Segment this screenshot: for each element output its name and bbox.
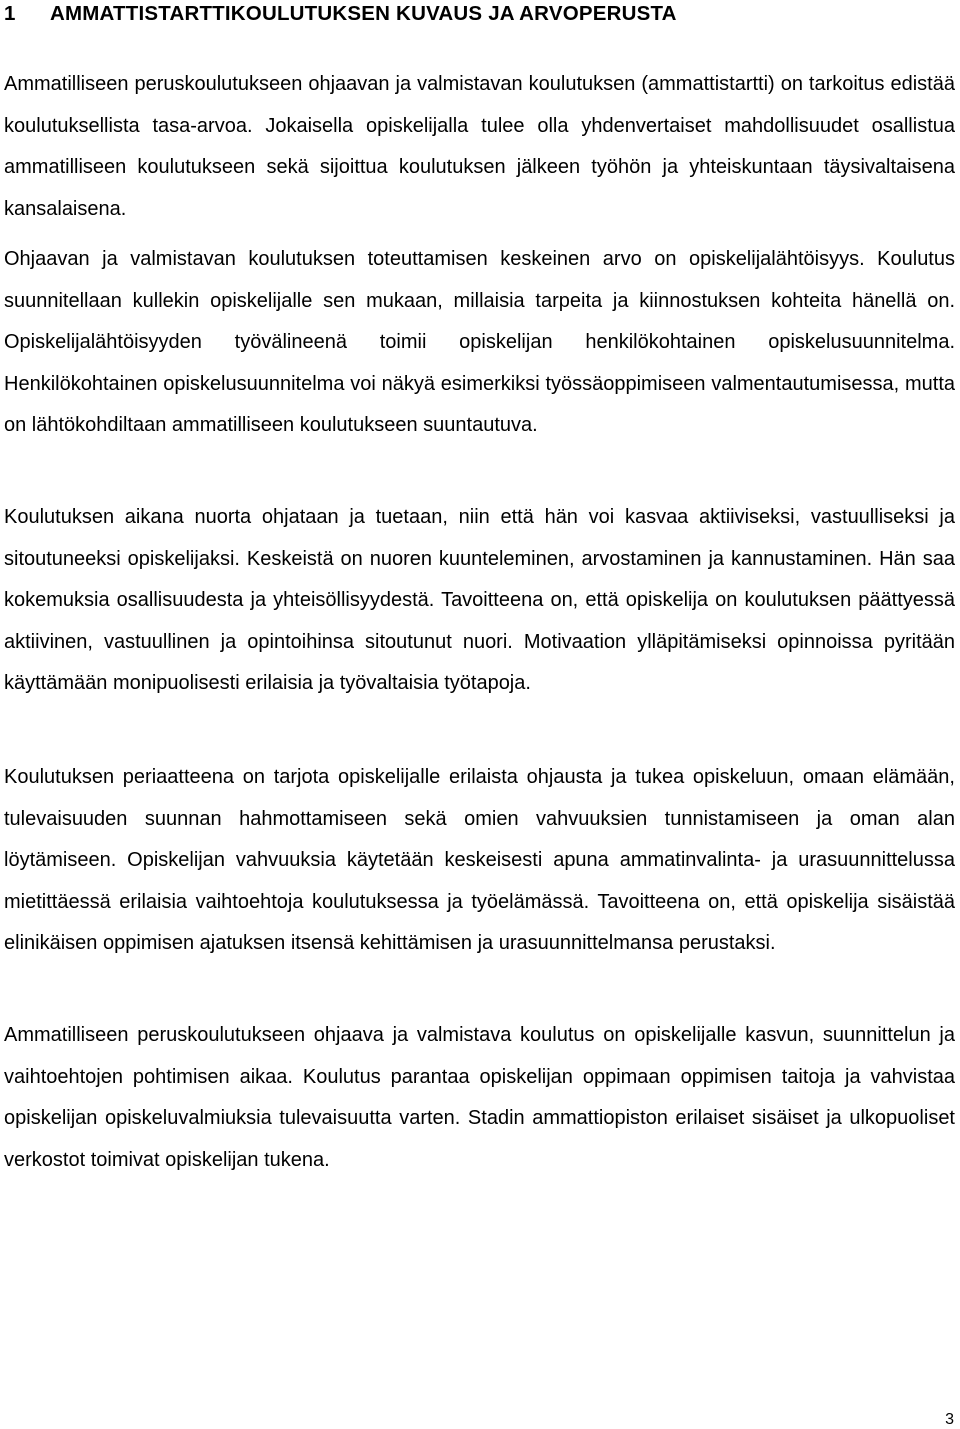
section-heading: [4, 2, 677, 26]
page-number: 3: [945, 1411, 954, 1428]
section-number: 1: [4, 2, 16, 25]
paragraph-1: Ammatilliseen peruskoulutukseen ohjaavan ja valmistavan koulutuksen (ammattistartti) on tarkoitus edistää koulutuksellista tasa-arvoa. Jokaisella opiskelijalla tulee olla yhdenvertaiset mahdollisuudet osallistua ammatilliseen koulutukseen sekä sijoittua koulutuksen jälkeen työhön ja yhteiskuntaan täysivaltaisena kansalaisena.: [4, 73, 955, 220]
paragraph-5: Ammatilliseen peruskoulutukseen ohjaava ja valmistava koulutus on opiskelijalle kasvun, suunnittelun ja vaihtoehtojen pohtimisen aikaa. Koulutus parantaa opiskelijan oppimaan oppimisen taitoja ja vahvistaa opiskelijan opiskeluvalmiuksia tulevaisuutta varten. Stadin ammattiopiston erilaiset sisäiset ja ulkopuoliset verkostot toimivat opiskelijan tukena.: [4, 1024, 955, 1171]
paragraph-3: Koulutuksen aikana nuorta ohjataan ja tuetaan, niin että hän voi kasvaa aktiiviseksi, vastuulliseksi ja sitoutuneeksi opiskelijaksi. Keskeistä on nuoren kuunteleminen, arvostaminen ja kannustaminen. Hän saa kokemuksia osallisuudesta ja yhteisöllisyydestä. Tavoitteena on, että opiskelija on koulutuksen päättyessä aktiivinen, vastuullinen ja opintoihinsa sitoutunut nuori. Motivaation ylläpitämiseksi opinnoissa pyritään käyttämään monipuolisesti erilaisia ja työvaltaisia työtapoja.: [4, 506, 955, 694]
section-title: AMMATTISTARTTIKOULUTUKSEN KUVAUS JA ARVOPERUSTA: [50, 2, 677, 25]
paragraph-4: Koulutuksen periaatteena on tarjota opiskelijalle erilaista ohjausta ja tukea opiskeluun, omaan elämään, tulevaisuuden suunnan hahmottamiseen sekä omien vahvuuksien tunnistamiseen ja oman alan löytämiseen. Opiskelijan vahvuuksia käytetään keskeisesti apuna ammatinvalinta- ja urasuunnittelussa mietittäessä erilaisia vaihtoehtoja koulutuksessa ja työelämässä. Tavoitteena on, että opiskelija sisäistää elinikäisen oppimisen ajatuksen itsensä kehittämisen ja urasuunnittelmansa perustaksi.: [4, 766, 955, 954]
paragraph-2: Ohjaavan ja valmistavan koulutuksen toteuttamisen keskeinen arvo on opiskelijalähtöisyys. Koulutus suunnitellaan kullekin opiskelijalle sen mukaan, millaisia tarpeita ja kiinnostuksen kohteita hänellä on. Opiskelijalähtöisyyden työvälineenä toimii opiskelijan henkilökohtainen opiskelusuunnitelma. Henkilökohtainen opiskelusuunnitelma voi näkyä esimerkiksi työssäoppimiseen valmentautumisessa, mutta on lähtökohdiltaan ammatilliseen koulutukseen suuntautuva.: [4, 248, 955, 436]
